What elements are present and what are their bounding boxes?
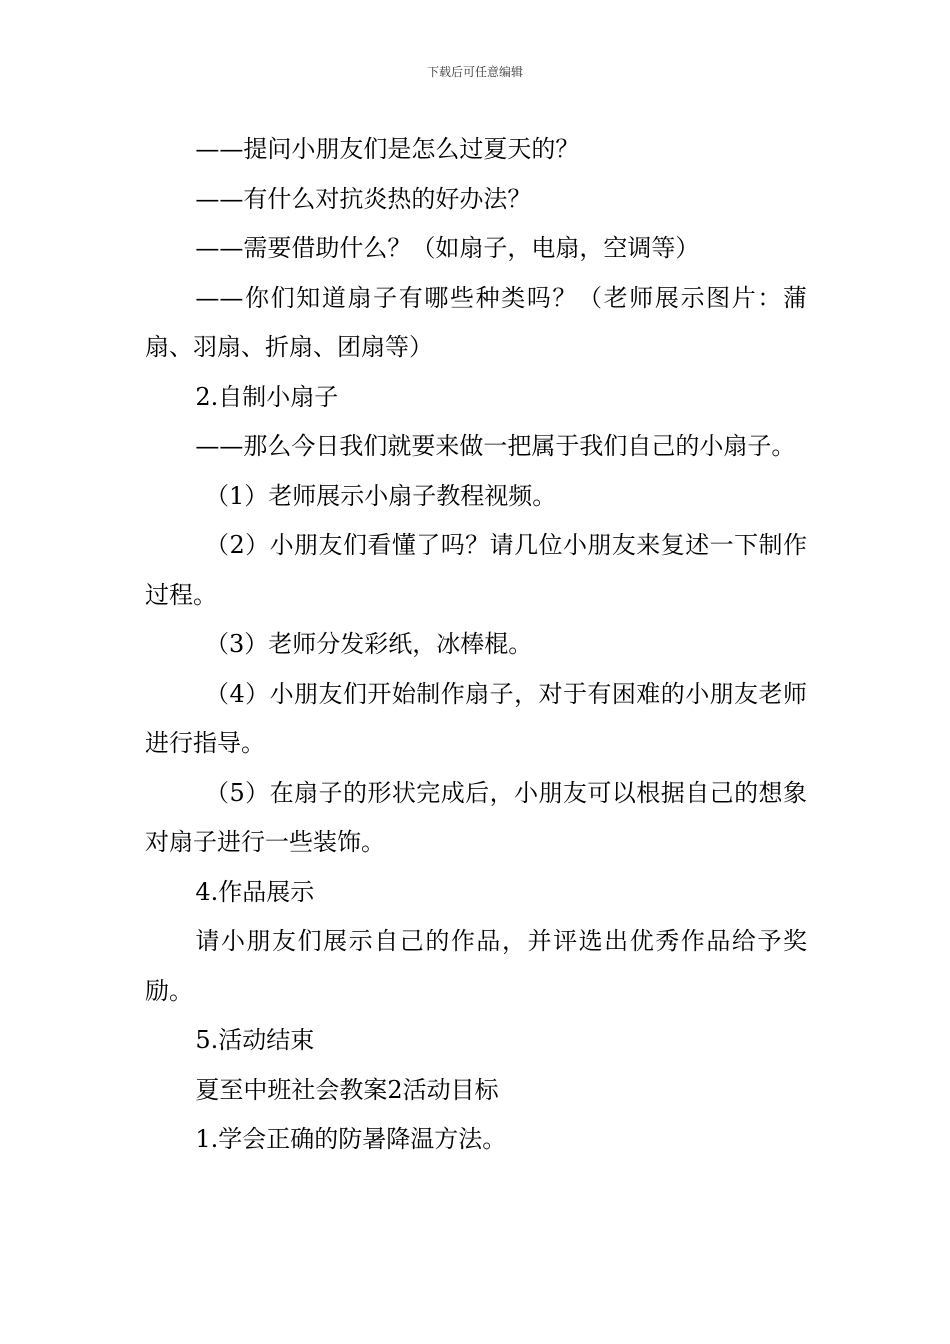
page-header: 下载后可任意编辑	[426, 65, 523, 79]
paragraph-question-summer: ——提问小朋友们是怎么过夏天的？	[195, 135, 580, 163]
document-body	[145, 125, 807, 1165]
paragraph-question-tools: ——需要借助什么？（如扇子，电扇，空调等）	[195, 234, 700, 262]
paragraph-step-2: （2）小朋友们看懂了吗？请几位小朋友来复述一下制作过程。	[145, 531, 807, 609]
section-heading-activity-end: 5.活动结束	[195, 1026, 315, 1054]
paragraph-showcase: 请小朋友们展示自己的作品，并评选出优秀作品给予奖励。	[145, 927, 807, 1005]
paragraph-question-heat: ——有什么对抗炎热的好办法？	[195, 184, 532, 213]
section-heading-make-fan: 2.自制小扇子	[195, 382, 339, 411]
paragraph-step-5: （5）在扇子的形状完成后，小朋友可以根据自己的想象对扇子进行一些装饰。	[145, 778, 807, 856]
paragraph-step-1: （1）老师展示小扇子教程视频。	[205, 481, 557, 510]
section-heading-showcase: 4.作品展示	[195, 877, 315, 906]
paragraph-step-3: （3）老师分发彩纸，冰棒棍。	[205, 630, 533, 658]
paragraph-goal-1: 1.学会正确的防暑降温方法。	[195, 1125, 507, 1153]
paragraph-step-4: （4）小朋友们开始制作扇子，对于有困难的小朋友老师进行指导。	[145, 679, 807, 757]
paragraph-question-fan-types: ——你们知道扇子有哪些种类吗？（老师展示图片：蒲扇、羽扇、折扇、团扇等）	[145, 283, 807, 361]
section-heading-lesson-2-goals: 夏至中班社会教案2活动目标	[195, 1075, 499, 1104]
paragraph-make-fan-intro: ——那么今日我们就要来做一把属于我们自己的小扇子。	[195, 432, 796, 460]
